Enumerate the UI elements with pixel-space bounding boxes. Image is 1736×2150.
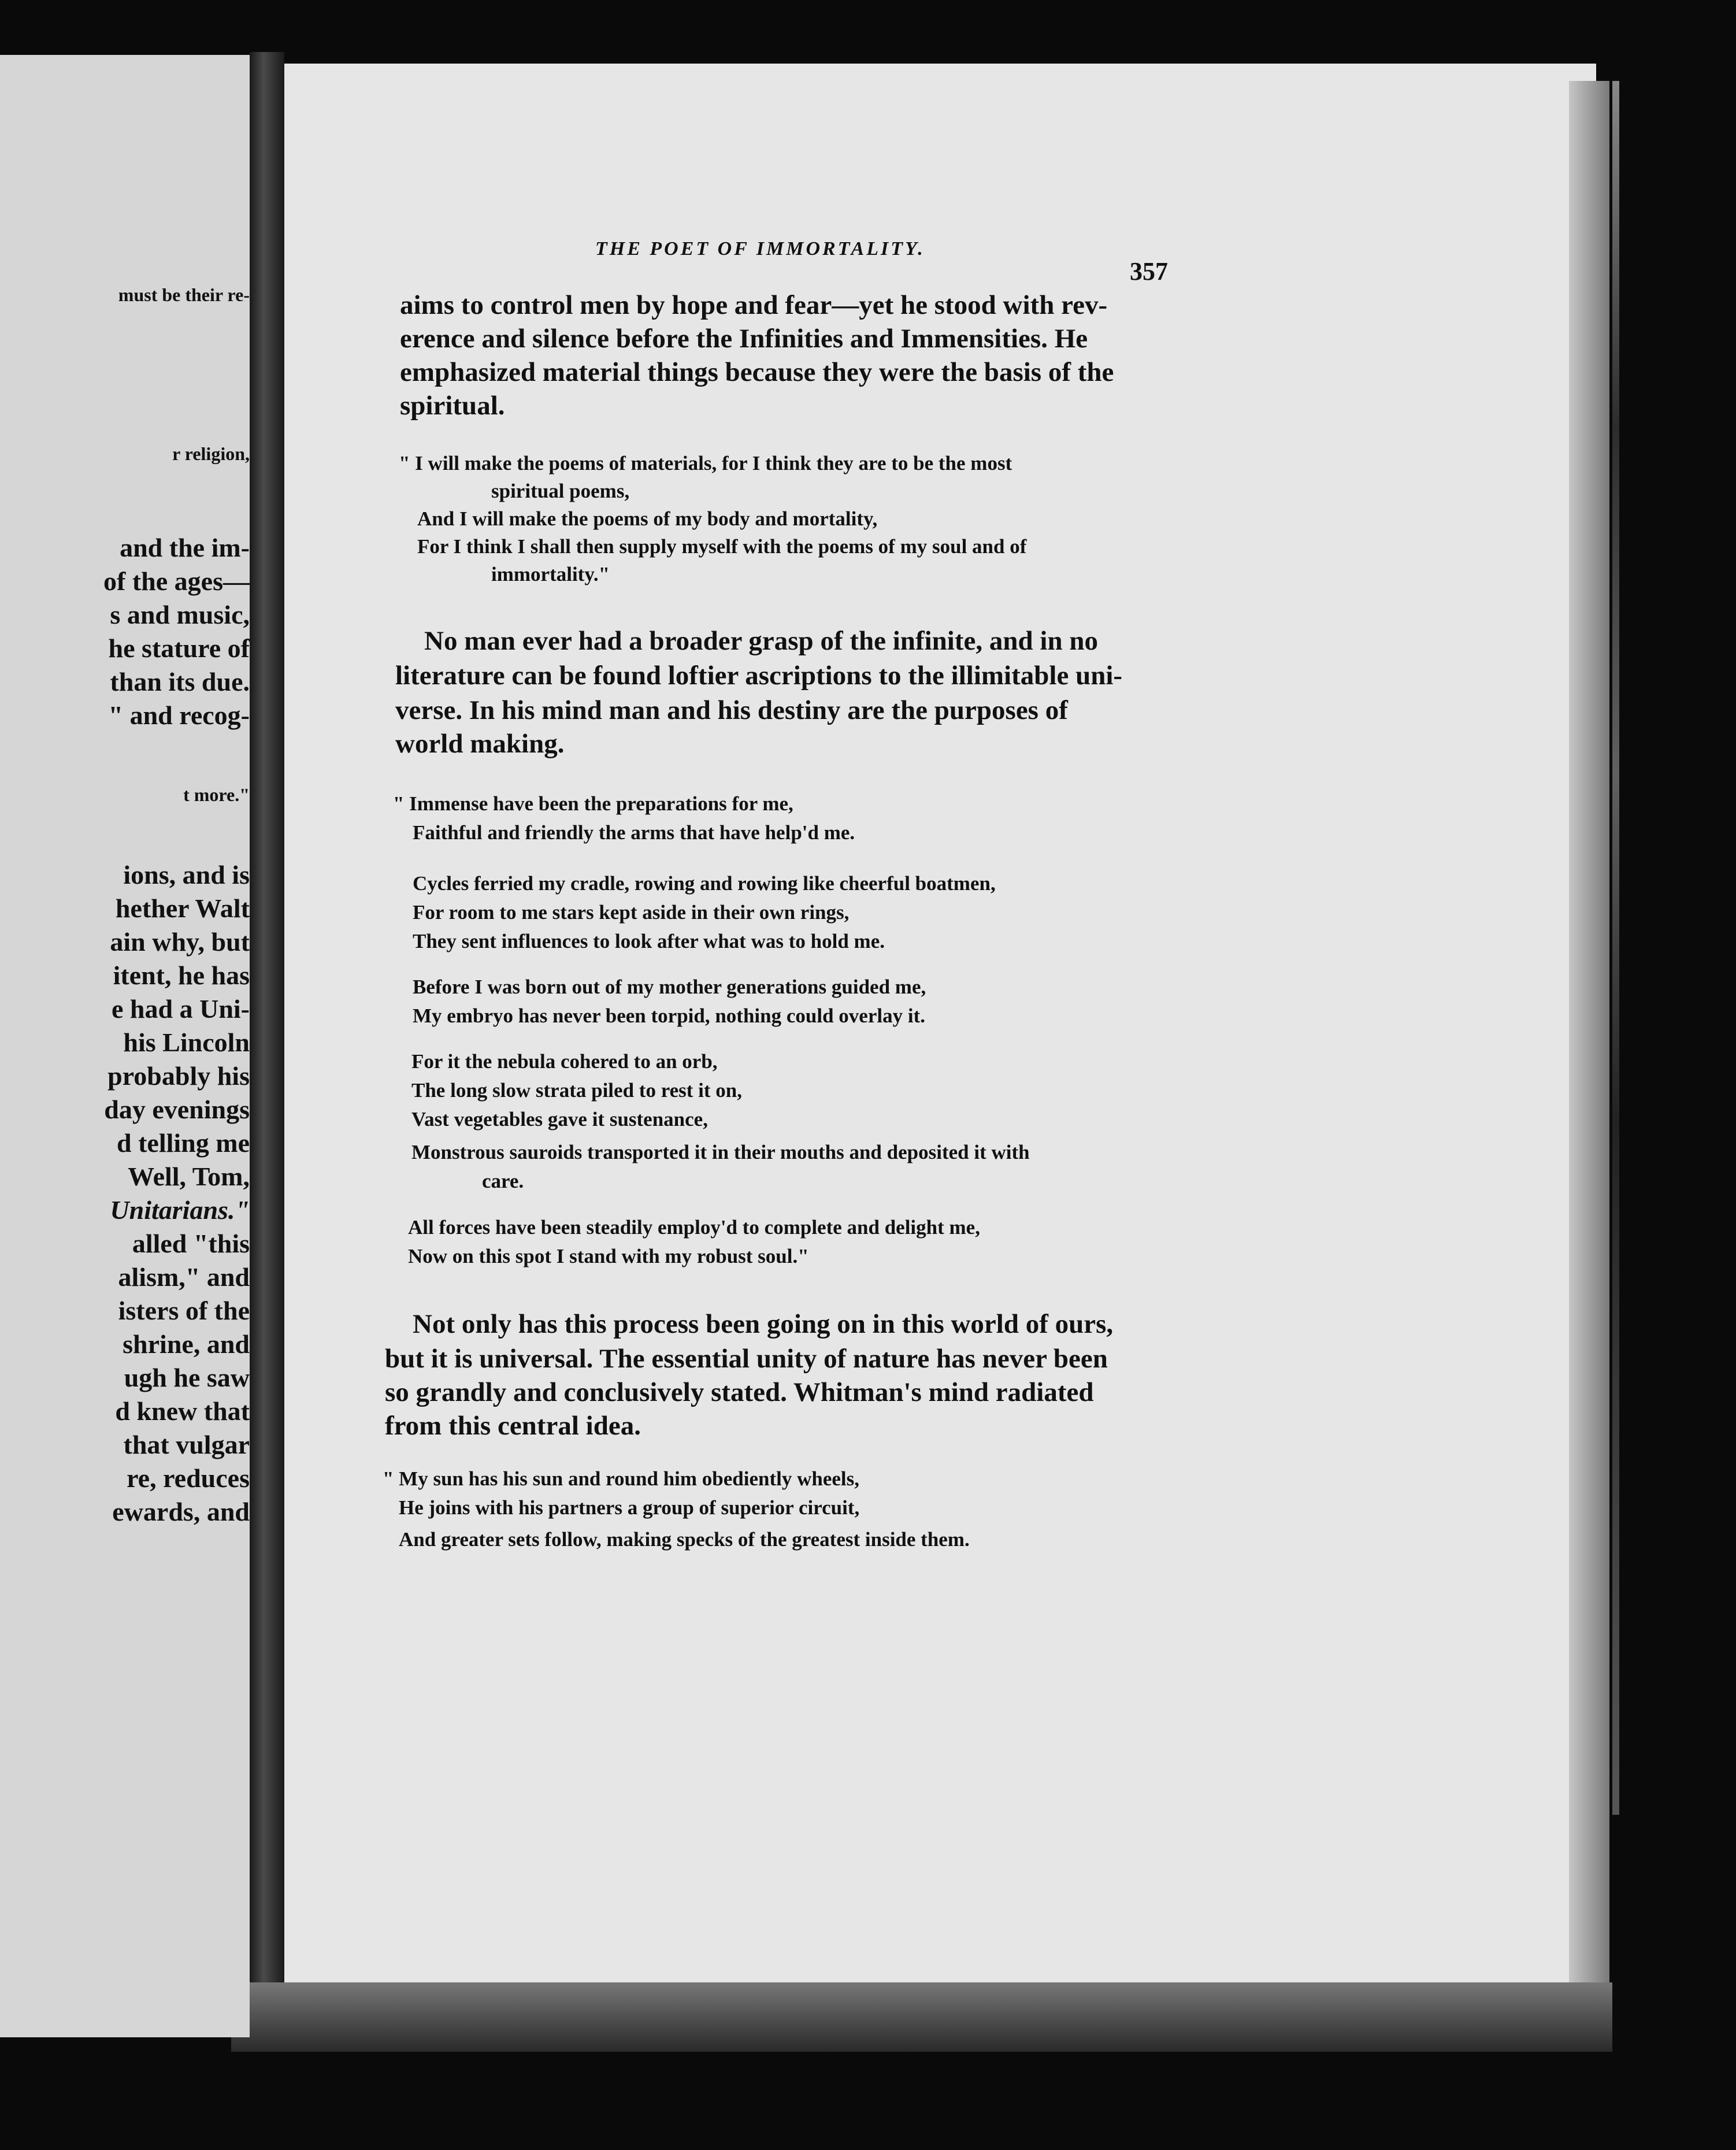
verse-line: The long slow strata piled to rest it on, [411,1079,742,1102]
prose-line: emphasized material things because they were the basis of the [400,357,1114,387]
left-page-line: ewards, and [112,1497,250,1526]
verse-line: care. [482,1170,524,1192]
left-page-line: ain why, but [110,927,250,957]
left-page [0,55,250,2037]
verse-line: For I think I shall then supply myself with the poems of my soul and of [417,535,1027,558]
verse-line: " I will make the poems of materials, for I think they are to be the most [399,452,1012,475]
verse-line: And greater sets follow, making specks of the greatest inside them. [399,1528,970,1551]
prose-line: Not only has this process been going on in this world of ours, [413,1309,1114,1339]
left-page-line: Unitarians." [110,1195,250,1225]
verse-line: immortality." [491,563,610,585]
left-page-line: Well, Tom, [128,1162,250,1191]
verse-line: Before I was born out of my mother generations guided me, [413,976,926,998]
left-page-line: than its due. [110,667,250,696]
prose-line: verse. In his mind man and his destiny are the purposes of [395,695,1068,725]
running-head: THE POET OF IMMORTALITY. [595,238,925,260]
prose-line: erence and silence before the Infinities and Immensities. He [400,324,1088,354]
left-page-line: day evenings [104,1095,250,1124]
verse-line: Monstrous sauroids transported it in their mouths and deposited it with [411,1141,1030,1163]
left-page-line: isters of the [118,1296,250,1325]
left-page-line: itent, he has [113,961,250,990]
left-page-line: d knew that [115,1396,250,1426]
verse-line: " My sun has his sun and round him obediently wheels, [383,1467,860,1490]
book-bottom-edge [231,1982,1612,2052]
verse-line: They sent influences to look after what was to hold me. [413,930,885,952]
prose-line: literature can be found loftier ascriptions to the illimitable uni- [395,661,1123,691]
prose-line: No man ever had a broader grasp of the infinite, and in no [424,626,1098,656]
left-page-line: he stature of [108,633,250,663]
prose-line: world making. [395,729,565,759]
left-page-line: d telling me [117,1128,250,1158]
verse-line: Cycles ferried my cradle, rowing and rowing like cheerful boatmen, [413,872,996,895]
verse-line: spiritual poems, [491,480,630,502]
left-page-line: shrine, and [123,1329,250,1359]
prose-line: aims to control men by hope and fear—yet he stood with rev- [400,290,1108,320]
verse-line: For it the nebula cohered to an orb, [411,1050,718,1073]
page-edge-shadow [1569,81,1609,1982]
left-page-line: must be their re- [118,284,250,305]
verse-line: Faithful and friendly the arms that have help'd me. [413,821,855,844]
verse-line: Now on this spot I stand with my robust soul." [408,1245,809,1267]
verse-line: Vast vegetables gave it sustenance, [411,1108,708,1130]
verse-line: " Immense have been the preparations for me, [393,792,793,815]
prose-line: spiritual. [400,391,505,421]
left-page-line: and the im- [120,533,250,562]
left-page-line: probably his [107,1061,250,1091]
left-page-line: re, reduces [127,1463,250,1493]
left-page-line: e had a Uni- [112,994,250,1024]
left-page-line: t more." [183,784,250,805]
prose-line: but it is universal. The essential unity of nature has never been [385,1344,1108,1374]
left-page-line: alism," and [118,1262,250,1292]
left-page-line: that vulgar [123,1430,250,1459]
left-page-line: " and recog- [108,700,250,730]
verse-line: For room to me stars kept aside in their own rings, [413,901,850,924]
left-page-line: his Lincoln [123,1028,250,1057]
verse-line: He joins with his partners a group of superior circuit, [399,1496,860,1519]
left-page-line: ions, and is [123,860,250,889]
left-page-line: alled "this [132,1229,250,1258]
page-number: 357 [1130,257,1168,286]
left-page-line: hether Walt [115,894,250,923]
book-gutter [250,52,284,1982]
verse-line: My embryo has never been torpid, nothing could overlay it. [413,1004,925,1027]
left-page-line: r religion, [172,443,250,464]
left-page-line: s and music, [110,600,250,629]
prose-line: from this central idea. [385,1411,641,1441]
left-page-line: of the ages— [103,566,250,596]
verse-line: And I will make the poems of my body and mortality, [417,507,878,530]
left-page-line: ugh he saw [124,1363,250,1392]
verse-line: All forces have been steadily employ'd to complete and delight me, [408,1216,980,1239]
page-edge-marks [1612,81,1619,1815]
prose-line: so grandly and conclusively stated. Whitman's mind radiated [385,1377,1094,1407]
